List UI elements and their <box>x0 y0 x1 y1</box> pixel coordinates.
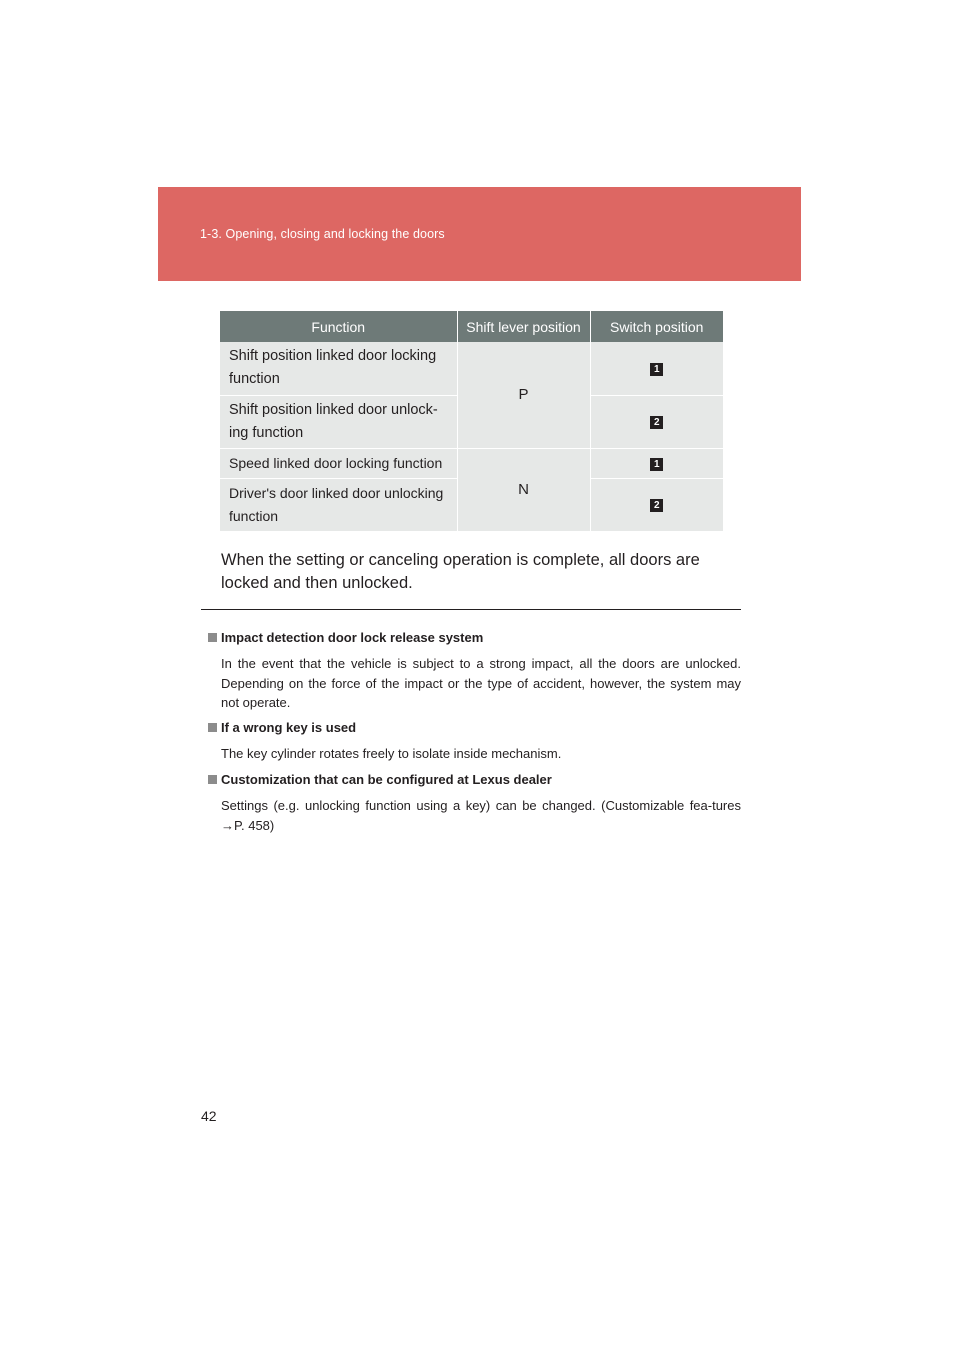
section-title: 1-3. Opening, closing and locking the doors <box>200 227 445 241</box>
section-heading-text: Impact detection door lock release system <box>221 630 484 645</box>
divider <box>201 609 741 610</box>
square-bullet-icon <box>208 633 217 642</box>
switch-cell <box>590 395 723 448</box>
completion-note: When the setting or canceling operation is complete, all doors are locked and then unlocked. <box>221 551 700 592</box>
switch-cell <box>590 342 723 395</box>
switch-cell <box>590 478 723 531</box>
switch-number-badge: 2 <box>650 499 663 512</box>
column-header-switch: Switch position <box>590 311 723 342</box>
switch-number-badge: 1 <box>650 363 663 376</box>
switch-number-badge: 1 <box>650 458 663 471</box>
function-cell: Shift position linked door unlock-ing function <box>220 395 457 448</box>
function-table <box>220 311 723 532</box>
section-body: Settings (e.g. unlocking function using a key) can be changed. (Customizable fea-tures →P. 458) <box>221 798 741 833</box>
column-header-function: Function <box>220 311 457 342</box>
function-cell: Shift position linked door locking function <box>220 342 457 395</box>
square-bullet-icon <box>208 723 217 732</box>
square-bullet-icon <box>208 775 217 784</box>
switch-cell <box>590 448 723 478</box>
page-number: 42 <box>201 1108 217 1124</box>
function-cell: Speed linked door locking function <box>220 448 457 478</box>
switch-number-badge: 2 <box>650 416 663 429</box>
column-header-shift-lever: Shift lever position <box>457 311 590 342</box>
header-band <box>158 187 801 281</box>
shift-lever-cell: N <box>457 448 590 531</box>
section-heading <box>208 771 552 789</box>
section-body: In the event that the vehicle is subject to a strong impact, all the doors are unlocked. Depending on the force of the impact or the type of accident, however, the system may not operate. <box>221 656 741 710</box>
table-header-row <box>220 311 723 342</box>
section-heading <box>208 629 483 647</box>
section-heading-text: Customization that can be configured at Lexus dealer <box>221 772 552 787</box>
function-cell: Driver's door linked door unlocking function <box>220 478 457 531</box>
shift-lever-cell: P <box>457 342 590 448</box>
section-body: The key cylinder rotates freely to isolate inside mechanism. <box>221 746 562 761</box>
section-heading <box>208 719 356 737</box>
section-heading-text: If a wrong key is used <box>221 720 357 735</box>
table-row <box>220 448 723 478</box>
table-row <box>220 342 723 395</box>
